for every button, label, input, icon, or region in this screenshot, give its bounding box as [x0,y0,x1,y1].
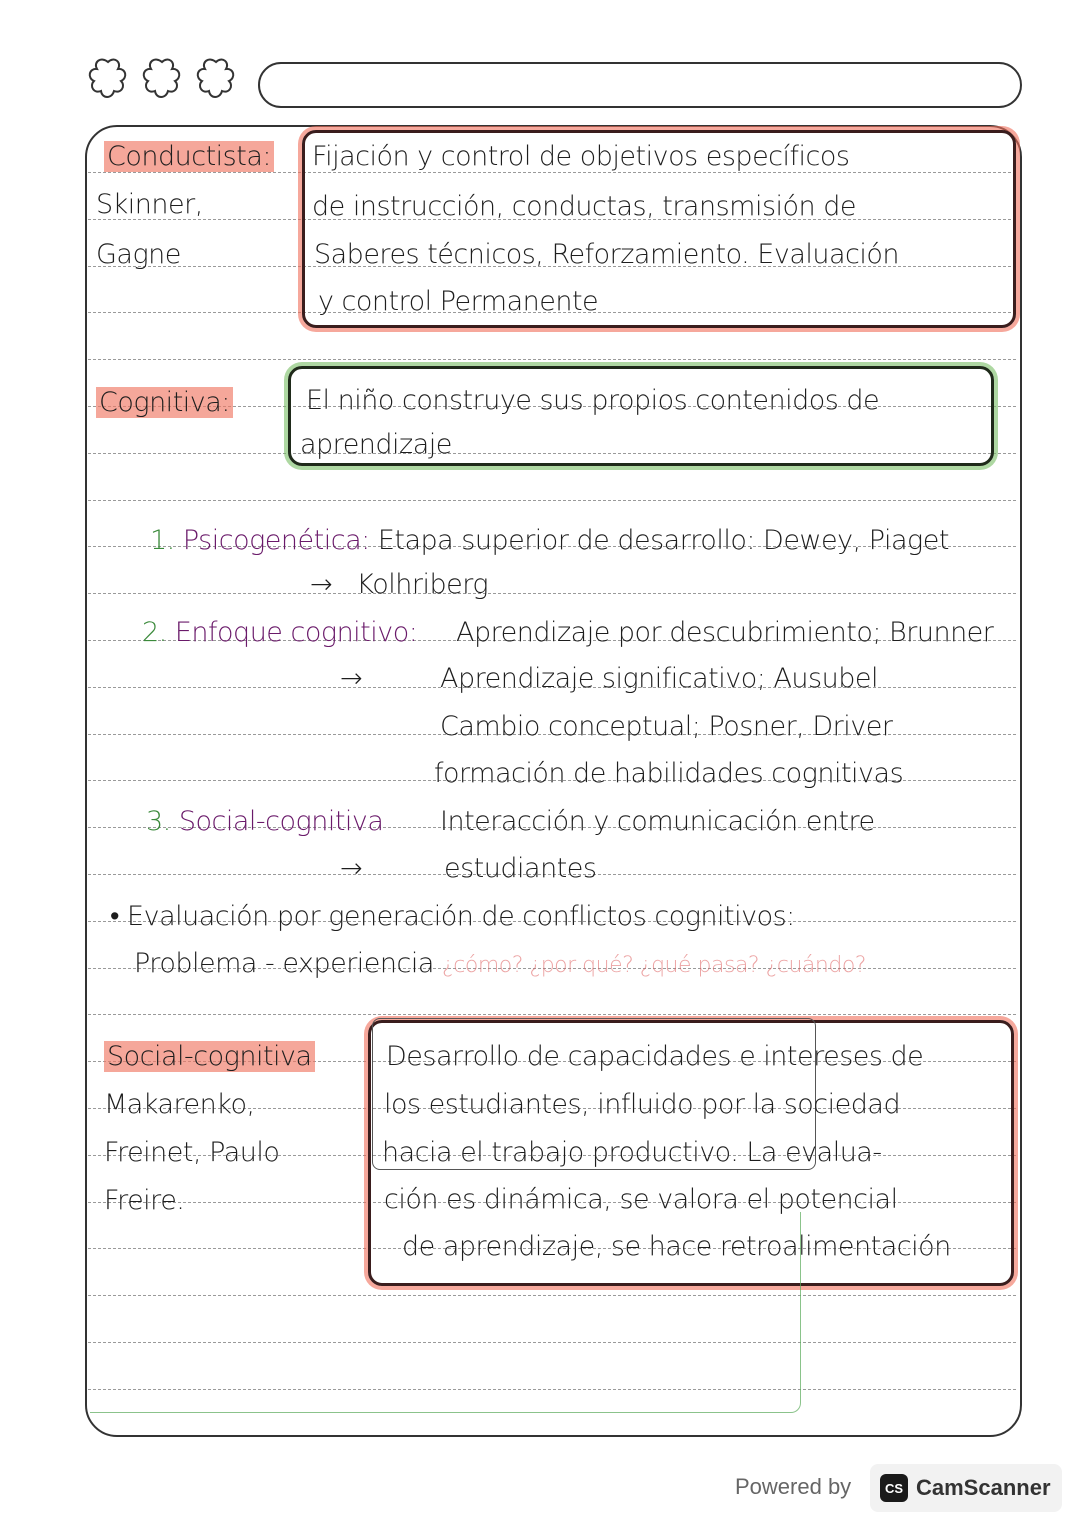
text-line: de instrucción, conductas, transmisión de [312,191,856,222]
ruled-line [88,359,1016,360]
ruled-line [88,500,1016,501]
evaluacion-line: Problema - experiencia [134,948,434,979]
text-line: El niño construye sus propios contenidos de [306,385,880,416]
camscanner-badge[interactable] [870,1464,1062,1512]
evaluacion-line: Evaluación por generación de conflictos cognitivos: [127,901,795,932]
text-line: aprendizaje [300,429,452,460]
list-number: 1. [150,525,175,556]
arrow-icon: → [340,663,363,694]
text-line: de aprendizaje, se hace retroalimentación [402,1231,951,1262]
camscanner-logo-icon: CS [880,1474,908,1502]
text-line: Fijación y control de objetivos específicos [312,141,850,172]
flower-icon [192,56,240,102]
flower-icon [84,56,132,102]
text-line: ción es dinámica, se valora el potencial [384,1184,898,1215]
powered-by-text: Powered by [735,1474,852,1499]
list-sub: formación de habilidades cognitivas [434,758,904,789]
list-number: 3. [146,806,171,837]
arrow-icon: → [340,853,363,884]
author: Freire. [104,1185,185,1216]
author: Makarenko, [104,1089,255,1120]
ruled-line [88,1014,1016,1015]
list-label: Social-cognitiva [178,806,384,837]
faint-annotation: ¿cómo? ¿por qué? ¿qué pasa? ¿cuándo? [442,953,866,978]
list-sub: Cambio conceptual; Posner, Driver [440,711,893,742]
social-cognitiva-label: Social-cognitiva [104,1041,315,1072]
text-line: Saberes técnicos, Reforzamiento. Evaluación [314,239,899,270]
flower-icon [138,56,186,102]
list-sub: Kolhriberg [356,569,489,600]
camscanner-brand: CamScanner [916,1475,1051,1500]
list-label: Psicogenética: [182,525,370,556]
list-label: Enfoque cognitivo: [174,617,418,648]
list-sub: Aprendizaje significativo; Ausubel [440,663,878,694]
list-text: Interacción y comunicación entre [440,806,875,837]
text-line: los estudiantes, influido por la sociedad [384,1089,901,1120]
conductista-label: Conductista: [104,141,274,172]
cognitiva-label: Cognitiva: [96,387,233,418]
list-sub: estudiantes [444,853,597,884]
author: Freinet, Paulo [104,1137,280,1168]
author: Gagne [96,239,181,270]
text-line: Desarrollo de capacidades e intereses de [386,1041,924,1072]
list-text: Etapa superior de desarrollo: Dewey, Piaget [377,525,949,556]
ruled-line [88,593,1016,594]
text-line: y control Permanente [318,286,599,317]
arrow-icon: → [310,569,333,600]
bullet: • [110,901,119,932]
text-line: hacia el trabajo productivo. La evalua- [382,1137,882,1168]
title-banner [258,62,1022,108]
list-text: Aprendizaje por descubrimiento; Brunner [456,617,994,648]
list-number: 2. [142,617,167,648]
author: Skinner, [96,189,203,220]
